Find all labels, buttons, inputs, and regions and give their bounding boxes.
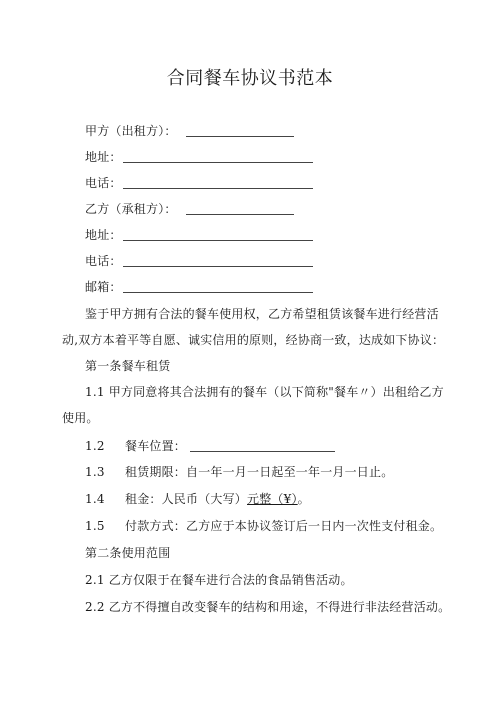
clause-text: 租金：人民币（大写） <box>125 492 248 506</box>
clause-number: 1.2 <box>85 439 105 453</box>
article-1-heading: 第一条餐车租赁 <box>85 359 171 373</box>
clause-text: 租赁期限：自一年一月一日起至一年一月一日止。 <box>125 465 394 479</box>
clause-1-1-line-1: 1.1 甲方同意将其合法拥有的餐车（以下简称"餐车〃）出租给乙方 <box>85 385 444 399</box>
clause-number: 1.4 <box>85 492 105 506</box>
party-a-phone-label: 电话： <box>85 176 122 190</box>
clause-1-3 <box>85 465 393 479</box>
party-b-label: 乙方（承租方）： <box>85 202 177 216</box>
document-title: 合同餐车协议书范本 <box>166 68 334 89</box>
clause-1-2 <box>85 439 186 453</box>
party-b-address-label: 地址： <box>85 228 122 242</box>
party-a-address-label: 地址： <box>85 150 122 164</box>
clause-1-4 <box>85 492 310 506</box>
clause-text: 付款方式：乙方应于本协议签订后一日内一次性支付租金。 <box>125 519 443 533</box>
party-b-email-blank[interactable] <box>123 292 313 293</box>
party-a-address-blank[interactable] <box>123 162 313 163</box>
party-b-address-blank[interactable] <box>123 240 313 241</box>
party-b-phone-blank[interactable] <box>123 266 313 267</box>
preamble-line-1: 鉴于甲方拥有合法的餐车使用权，乙方希望租赁该餐车进行经营活 <box>85 307 439 321</box>
clause-1-5 <box>85 519 442 533</box>
preamble-line-2: 动,双方本着平等自愿、诚实信用的原则，经协商一致，达成如下协议： <box>62 333 445 347</box>
clause-1-1-line-2: 使用。 <box>62 411 99 425</box>
article-2-heading: 第二条使用范围 <box>85 546 171 560</box>
rent-amount-field[interactable]: 元整（¥） <box>247 492 298 506</box>
party-a-blank[interactable] <box>186 136 294 137</box>
clause-number: 1.5 <box>85 519 105 533</box>
clause-2-1: 2.1 乙方仅限于在餐车进行合法的食品销售活动。 <box>85 573 353 587</box>
party-a-label: 甲方（出租方）： <box>85 124 177 138</box>
party-a-phone-blank[interactable] <box>123 188 313 189</box>
party-b-blank[interactable] <box>186 214 294 215</box>
location-blank[interactable] <box>190 451 335 452</box>
clause-text: 餐车位置： <box>125 439 187 453</box>
clause-number: 1.3 <box>85 465 105 479</box>
party-b-email-label: 邮箱： <box>85 280 122 294</box>
clause-2-2: 2.2 乙方不得擅自改变餐车的结构和用途，不得进行非法经营活动。 <box>85 600 451 614</box>
clause-text-end: 。 <box>297 492 310 506</box>
party-b-phone-label: 电话： <box>85 254 122 268</box>
